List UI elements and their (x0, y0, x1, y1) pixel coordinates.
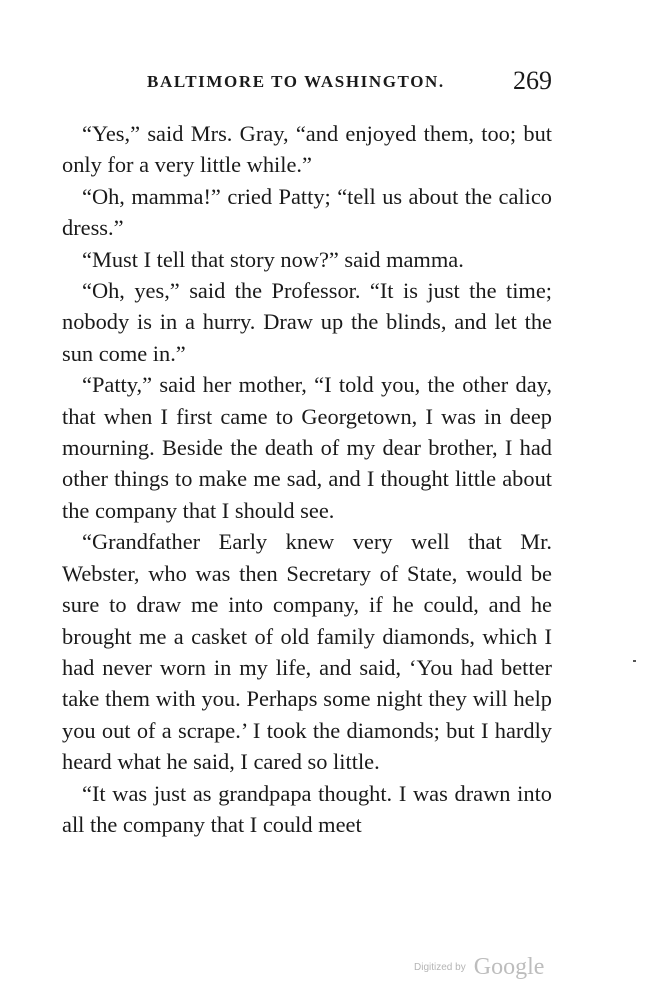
paragraph: “It was just as grandpapa thought. I was drawn into all the company that I could meet (62, 780, 552, 837)
print-speck (633, 660, 636, 662)
digitized-watermark (414, 954, 544, 981)
watermark-prefix: Digitized by (414, 962, 466, 973)
running-head (62, 66, 552, 96)
paragraph: “Oh, mamma!” cried Patty; “tell us about the calico dress.” (62, 183, 552, 241)
paragraph: “Grandfather Early knew very well that Mr. Webster, who was then Secretary of State, would be sure to draw me into company, if he could, and he brought me a casket of old family diamonds, which I had never worn in my life, and said, ‘You had better take them with you. Perhaps some night they will help you out of a scrape.’ I took the diamonds; but I hardly heard what he said, I cared so little. (62, 529, 552, 775)
page-number: 269 (513, 66, 552, 95)
google-logo: Google (473, 954, 545, 980)
body-text (62, 118, 552, 840)
paragraph: “Oh, yes,” said the Professor. “It is just the time; nobody is in a hurry. Draw up the blinds, and let the sun come in.” (62, 278, 552, 366)
running-title: BALTIMORE TO WASHINGTON. (147, 72, 445, 91)
paragraph: “Must I tell that story now?” said mamma. (82, 246, 464, 272)
paragraph: “Patty,” said her mother, “I told you, the other day, that when I first came to Georgetown, I was in deep mourning. Beside the death of my dear brother, I had other things to make me sad, and I thought little about the company that I should see. (62, 372, 552, 523)
paragraph: “Yes,” said Mrs. Gray, “and enjoyed them, too; but only for a very little while.” (62, 121, 552, 178)
